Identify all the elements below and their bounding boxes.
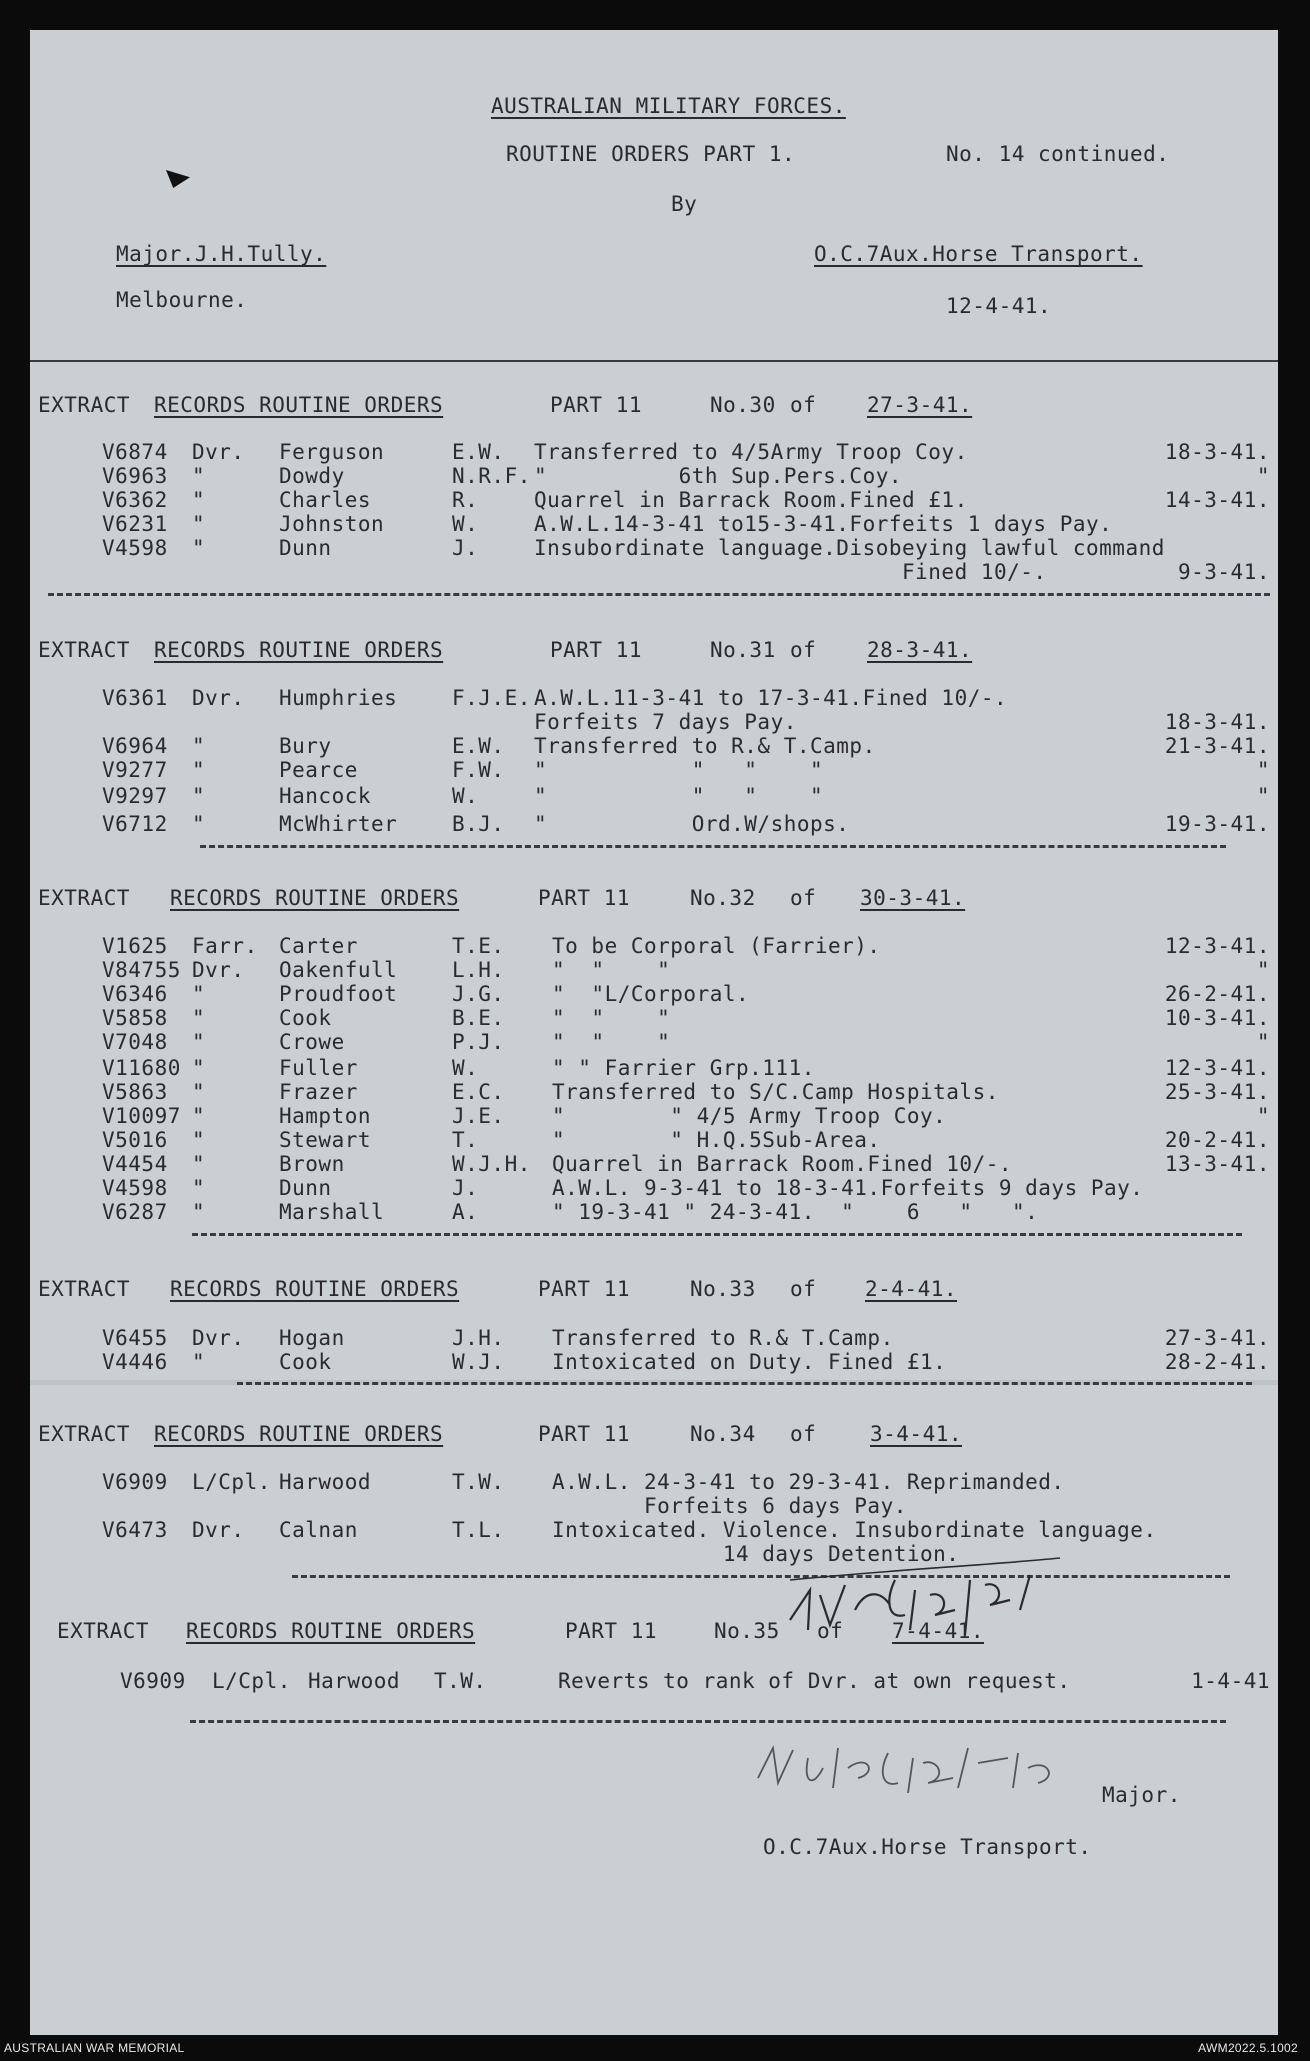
routine-orders-heading: ROUTINE ORDERS PART 1.	[506, 142, 796, 166]
record-text: " " "	[552, 958, 671, 982]
record-init: E.W.	[452, 440, 505, 464]
record-num: V6964	[102, 734, 168, 758]
record-init: J.H.	[452, 1326, 505, 1350]
section-prefix: EXTRACT	[57, 1619, 150, 1643]
record-text: Transferred to S/C.Camp Hospitals.	[552, 1080, 999, 1104]
record-rank: "	[192, 1056, 206, 1080]
record-init: P.J.	[452, 1030, 505, 1054]
record-rank: Farr.	[192, 934, 258, 958]
record-text: Forfeits 6 days Pay.	[552, 1494, 907, 1518]
record-num: V6346	[102, 982, 168, 1006]
record-name: Hampton	[279, 1104, 372, 1128]
section-date: 30-3-41.	[860, 886, 966, 910]
record-init: E.C.	[452, 1080, 505, 1104]
record-text: " " 4/5 Army Troop Coy.	[552, 1104, 947, 1128]
record-date: "	[1256, 758, 1270, 782]
record-text: Reverts to rank of Dvr. at own request.	[558, 1669, 1071, 1693]
record-text: " " H.Q.5Sub-Area.	[552, 1128, 881, 1152]
record-text: Quarrel in Barrack Room.Fined £1.	[534, 488, 968, 512]
record-text: " " " "	[534, 784, 824, 808]
record-init: W.J.	[452, 1350, 505, 1374]
record-date: 14-3-41.	[1164, 488, 1270, 512]
section-divider	[48, 593, 1270, 596]
record-num: V4454	[102, 1152, 168, 1176]
section-prefix: EXTRACT	[38, 1422, 131, 1446]
record-name: Fuller	[279, 1056, 358, 1080]
ink-blot	[166, 170, 190, 188]
record-num: V6362	[102, 488, 168, 512]
record-text: Intoxicated. Violence. Insubordinate language.	[552, 1518, 1157, 1542]
section-heading: RECORDS ROUTINE ORDERS	[170, 886, 460, 910]
record-date: 19-3-41.	[1164, 812, 1270, 836]
record-text: Intoxicated on Duty. Fined £1.	[552, 1350, 947, 1374]
section-divider	[190, 1720, 1226, 1723]
footer-credit: AUSTRALIAN WAR MEMORIAL	[4, 2041, 185, 2055]
record-rank: "	[192, 464, 206, 488]
record-text: A.W.L. 24-3-41 to 29-3-41. Reprimanded.	[552, 1470, 1065, 1494]
record-date: "	[1256, 958, 1270, 982]
record-rank: "	[192, 1350, 206, 1374]
record-text: " " "	[552, 1006, 671, 1030]
section-divider	[237, 1382, 1252, 1385]
signoff-unit: O.C.7Aux.Horse Transport.	[763, 1835, 1092, 1859]
record-init: W.J.H.	[452, 1152, 531, 1176]
section-of: of	[790, 393, 817, 417]
record-date: 10-3-41.	[1164, 1006, 1270, 1030]
record-date: 27-3-41.	[1164, 1326, 1270, 1350]
section-prefix: EXTRACT	[38, 1277, 131, 1301]
record-num: V5863	[102, 1080, 168, 1104]
record-name: Oakenfull	[279, 958, 398, 982]
section-no: No.31	[710, 638, 776, 662]
section-no: No.34	[690, 1422, 756, 1446]
header-date: 12-4-41.	[946, 294, 1052, 318]
signoff-rank: Major.	[1102, 1783, 1181, 1807]
record-num: V6963	[102, 464, 168, 488]
record-rank: "	[192, 1152, 206, 1176]
unit-name: O.C.7Aux.Horse Transport.	[814, 242, 1143, 266]
section-of: of	[790, 1422, 817, 1446]
record-text: Insubordinate language.Disobeying lawful command	[534, 536, 1165, 560]
section-no: No.35	[714, 1619, 780, 1643]
section-part: PART 11	[550, 638, 643, 662]
record-name: Johnston	[279, 512, 385, 536]
section-heading: RECORDS ROUTINE ORDERS	[186, 1619, 476, 1643]
section-prefix: EXTRACT	[38, 638, 131, 662]
record-name: Humphries	[279, 686, 398, 710]
section-prefix: EXTRACT	[38, 393, 131, 417]
handwritten-signature-upper	[770, 1550, 1070, 1664]
section-part: PART 11	[538, 886, 631, 910]
record-name: Hancock	[279, 784, 372, 808]
record-name: Brown	[279, 1152, 345, 1176]
order-number: No. 14 continued.	[946, 142, 1170, 166]
record-date: 18-3-41.	[1164, 710, 1270, 734]
document-title: AUSTRALIAN MILITARY FORCES.	[491, 94, 846, 118]
record-init: W.	[452, 512, 479, 536]
record-name: Proudfoot	[279, 982, 398, 1006]
record-name: Harwood	[308, 1669, 401, 1693]
section-no: No.30	[710, 393, 776, 417]
record-date: 28-2-41.	[1164, 1350, 1270, 1374]
record-date: 9-3-41.	[1177, 560, 1270, 584]
record-text: Forfeits 7 days Pay.	[534, 710, 797, 734]
record-name: Pearce	[279, 758, 358, 782]
header-rule	[30, 360, 1278, 362]
record-date: 1-4-41	[1191, 1669, 1270, 1693]
record-name: Charles	[279, 488, 372, 512]
record-init: T.W.	[434, 1669, 487, 1693]
record-num: V6455	[102, 1326, 168, 1350]
record-name: Stewart	[279, 1128, 372, 1152]
record-num: V6473	[102, 1518, 168, 1542]
record-init: J.	[452, 1176, 479, 1200]
section-of: of	[790, 886, 817, 910]
record-text: " "L/Corporal.	[552, 982, 750, 1006]
record-name: Harwood	[279, 1470, 372, 1494]
by-label: By	[671, 192, 698, 216]
record-rank: "	[192, 784, 206, 808]
record-text: A.W.L.11-3-41 to 17-3-41.Fined 10/-.	[534, 686, 1008, 710]
record-text: " 6th Sup.Pers.Coy.	[534, 464, 903, 488]
record-init: T.E.	[452, 934, 505, 958]
footer-bar	[0, 2035, 1310, 2061]
document-page	[30, 30, 1278, 2035]
record-text: Transferred to R.& T.Camp.	[552, 1326, 894, 1350]
record-date: 21-3-41.	[1164, 734, 1270, 758]
record-init: W.	[452, 784, 479, 808]
record-name: Frazer	[279, 1080, 358, 1104]
record-init: F.J.E.	[452, 686, 531, 710]
record-text: " Ord.W/shops.	[534, 812, 850, 836]
record-text: Fined 10/-.	[534, 560, 1047, 584]
record-init: T.	[452, 1128, 479, 1152]
section-part: PART 11	[538, 1422, 631, 1446]
record-rank: "	[192, 1104, 206, 1128]
record-init: E.W.	[452, 734, 505, 758]
record-rank: "	[192, 758, 206, 782]
record-text: 14 days Detention.	[552, 1542, 960, 1566]
record-name: Carter	[279, 934, 358, 958]
record-num: V6874	[102, 440, 168, 464]
record-date: "	[1256, 784, 1270, 808]
record-name: McWhirter	[279, 812, 398, 836]
record-date: 13-3-41.	[1164, 1152, 1270, 1176]
section-divider	[192, 1233, 1242, 1236]
record-name: Cook	[279, 1006, 332, 1030]
record-rank: "	[192, 512, 206, 536]
record-num: V84755	[102, 958, 181, 982]
record-rank: Dvr.	[192, 1326, 245, 1350]
record-num: V10097	[102, 1104, 181, 1128]
record-name: Bury	[279, 734, 332, 758]
record-rank: L/Cpl.	[192, 1470, 271, 1494]
record-rank: "	[192, 812, 206, 836]
record-text: Quarrel in Barrack Room.Fined 10/-.	[552, 1152, 1013, 1176]
record-text: Transferred to 4/5Army Troop Coy.	[534, 440, 968, 464]
record-rank: "	[192, 1080, 206, 1104]
record-date: 12-3-41.	[1164, 934, 1270, 958]
record-num: V11680	[102, 1056, 181, 1080]
record-rank: "	[192, 1128, 206, 1152]
record-text: Transferred to R.& T.Camp.	[534, 734, 876, 758]
record-date: 25-3-41.	[1164, 1080, 1270, 1104]
record-num: V1625	[102, 934, 168, 958]
record-init: J.	[452, 536, 479, 560]
section-no: No.33	[690, 1277, 756, 1301]
record-init: B.E.	[452, 1006, 505, 1030]
section-no: No.32	[690, 886, 756, 910]
section-of: of	[790, 1277, 817, 1301]
record-num: V4598	[102, 536, 168, 560]
record-name: Ferguson	[279, 440, 385, 464]
record-name: Marshall	[279, 1200, 385, 1224]
record-name: Calnan	[279, 1518, 358, 1542]
record-init: T.W.	[452, 1470, 505, 1494]
record-init: J.E.	[452, 1104, 505, 1128]
record-rank: Dvr.	[192, 440, 245, 464]
record-date: "	[1256, 1030, 1270, 1054]
record-num: V9297	[102, 784, 168, 808]
record-init: N.R.F.	[452, 464, 531, 488]
section-date: 28-3-41.	[867, 638, 973, 662]
section-part: PART 11	[538, 1277, 631, 1301]
record-name: Cook	[279, 1350, 332, 1374]
record-text: To be Corporal (Farrier).	[552, 934, 881, 958]
record-init: A.	[452, 1200, 479, 1224]
record-num: V6712	[102, 812, 168, 836]
record-rank: "	[192, 1030, 206, 1054]
record-num: V9277	[102, 758, 168, 782]
section-part: PART 11	[565, 1619, 658, 1643]
record-num: V7048	[102, 1030, 168, 1054]
record-num: V6909	[120, 1669, 186, 1693]
section-divider	[200, 845, 1226, 848]
record-rank: "	[192, 734, 206, 758]
record-rank: L/Cpl.	[212, 1669, 291, 1693]
record-text: " 19-3-41 " 24-3-41. " 6 " ".	[552, 1200, 1039, 1224]
record-date: 20-2-41.	[1164, 1128, 1270, 1152]
record-rank: Dvr.	[192, 958, 245, 982]
record-text: " " "	[552, 1030, 671, 1054]
record-init: T.L.	[452, 1518, 505, 1542]
record-rank: "	[192, 1006, 206, 1030]
record-text: " " Farrier Grp.111.	[552, 1056, 815, 1080]
record-name: Dunn	[279, 536, 332, 560]
place: Melbourne.	[116, 288, 248, 312]
record-num: V5016	[102, 1128, 168, 1152]
record-name: Hogan	[279, 1326, 345, 1350]
officer-name: Major.J.H.Tully.	[116, 242, 327, 266]
record-text: A.W.L.14-3-41 to15-3-41.Forfeits 1 days Pay.	[534, 512, 1113, 536]
section-of: of	[790, 638, 817, 662]
record-init: J.G.	[452, 982, 505, 1006]
record-date: "	[1256, 464, 1270, 488]
section-divider	[292, 1575, 1230, 1578]
record-init: L.H.	[452, 958, 505, 982]
record-rank: "	[192, 1200, 206, 1224]
record-num: V6231	[102, 512, 168, 536]
section-part: PART 11	[550, 393, 643, 417]
record-num: V6287	[102, 1200, 168, 1224]
record-init: R.	[452, 488, 479, 512]
record-rank: "	[192, 488, 206, 512]
record-rank: Dvr.	[192, 686, 245, 710]
record-name: Crowe	[279, 1030, 345, 1054]
record-rank: "	[192, 1176, 206, 1200]
section-heading: RECORDS ROUTINE ORDERS	[170, 1277, 460, 1301]
record-num: V6361	[102, 686, 168, 710]
section-prefix: EXTRACT	[38, 886, 131, 910]
record-init: W.	[452, 1056, 479, 1080]
section-date: 27-3-41.	[867, 393, 973, 417]
record-init: F.W.	[452, 758, 505, 782]
section-heading: RECORDS ROUTINE ORDERS	[154, 638, 444, 662]
record-num: V6909	[102, 1470, 168, 1494]
record-num: V5858	[102, 1006, 168, 1030]
section-heading: RECORDS ROUTINE ORDERS	[154, 393, 444, 417]
record-num: V4446	[102, 1350, 168, 1374]
record-text: A.W.L. 9-3-41 to 18-3-41.Forfeits 9 days Pay.	[552, 1176, 1144, 1200]
record-rank: "	[192, 536, 206, 560]
section-of: of	[817, 1619, 844, 1643]
record-text: " " " "	[534, 758, 824, 782]
record-rank: "	[192, 982, 206, 1006]
record-date: "	[1256, 1104, 1270, 1128]
record-init: B.J.	[452, 812, 505, 836]
record-date: 12-3-41.	[1164, 1056, 1270, 1080]
record-name: Dowdy	[279, 464, 345, 488]
section-heading: RECORDS ROUTINE ORDERS	[154, 1422, 444, 1446]
footer-accession: AWM2022.5.1002	[1198, 2041, 1298, 2055]
handwritten-signature-lower	[748, 1728, 1078, 1812]
section-date: 7-4-41.	[892, 1619, 985, 1643]
record-num: V4598	[102, 1176, 168, 1200]
record-date: 18-3-41.	[1164, 440, 1270, 464]
record-name: Dunn	[279, 1176, 332, 1200]
record-rank: Dvr.	[192, 1518, 245, 1542]
section-date: 3-4-41.	[870, 1422, 963, 1446]
section-date: 2-4-41.	[865, 1277, 958, 1301]
record-date: 26-2-41.	[1164, 982, 1270, 1006]
